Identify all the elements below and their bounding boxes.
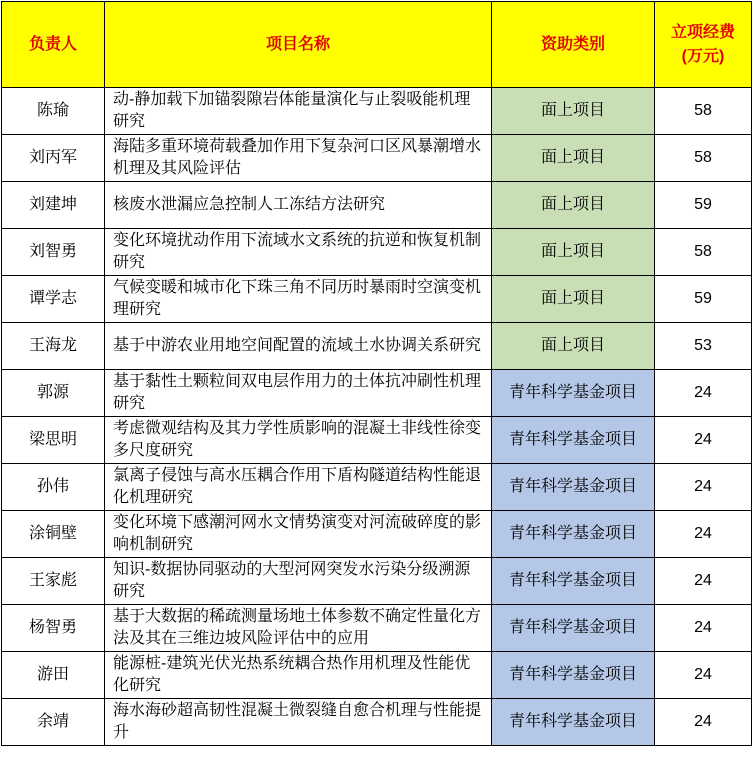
person-name-cell[interactable]: 谭学志 <box>2 276 105 323</box>
person-name-cell[interactable]: 游田 <box>2 652 105 699</box>
header-person: 负责人 <box>2 2 105 88</box>
projects-table <box>1 1 752 746</box>
table-row <box>2 88 752 135</box>
funding-amount-cell[interactable]: 58 <box>655 88 752 135</box>
person-name-cell[interactable]: 刘智勇 <box>2 229 105 276</box>
funding-category-cell[interactable]: 面上项目 <box>492 135 655 182</box>
project-title-cell[interactable]: 核废水泄漏应急控制人工冻结方法研究 <box>105 182 492 229</box>
table-row <box>2 276 752 323</box>
project-title-cell[interactable]: 气候变暖和城市化下珠三角不同历时暴雨时空演变机理研究 <box>105 276 492 323</box>
funding-category-cell[interactable]: 面上项目 <box>492 229 655 276</box>
person-name-cell[interactable]: 刘建坤 <box>2 182 105 229</box>
table-row <box>2 464 752 511</box>
header-funding-line2: (万元) <box>681 47 725 65</box>
funding-category-cell[interactable]: 青年科学基金项目 <box>492 652 655 699</box>
table-row <box>2 135 752 182</box>
person-name-cell[interactable]: 王海龙 <box>2 323 105 370</box>
table-row <box>2 323 752 370</box>
table-row <box>2 558 752 605</box>
table-row <box>2 652 752 699</box>
funding-category-cell[interactable]: 青年科学基金项目 <box>492 417 655 464</box>
project-title-cell[interactable]: 基于大数据的稀疏测量场地土体参数不确定性量化方法及其在三维边坡风险评估中的应用 <box>105 605 492 652</box>
project-title-cell[interactable]: 海水海砂超高韧性混凝土微裂缝自愈合机理与性能提升 <box>105 699 492 746</box>
funding-category-cell[interactable]: 青年科学基金项目 <box>492 558 655 605</box>
funding-amount-cell[interactable]: 53 <box>655 323 752 370</box>
funding-amount-cell[interactable]: 58 <box>655 135 752 182</box>
funding-category-cell[interactable]: 青年科学基金项目 <box>492 511 655 558</box>
person-name-cell[interactable]: 杨智勇 <box>2 605 105 652</box>
funding-amount-cell[interactable]: 59 <box>655 276 752 323</box>
project-title-cell[interactable]: 考虑微观结构及其力学性质影响的混凝土非线性徐变多尺度研究 <box>105 417 492 464</box>
table-row <box>2 605 752 652</box>
funding-category-cell[interactable]: 面上项目 <box>492 323 655 370</box>
funding-category-cell[interactable]: 青年科学基金项目 <box>492 464 655 511</box>
table-row <box>2 229 752 276</box>
table-row <box>2 182 752 229</box>
header-row <box>2 2 752 88</box>
funding-amount-cell[interactable]: 24 <box>655 417 752 464</box>
person-name-cell[interactable]: 王家彪 <box>2 558 105 605</box>
project-title-cell[interactable]: 变化环境下感潮河网水文情势演变对河流破碎度的影响机制研究 <box>105 511 492 558</box>
funding-category-cell[interactable]: 面上项目 <box>492 276 655 323</box>
funding-amount-cell[interactable]: 24 <box>655 511 752 558</box>
table-row <box>2 511 752 558</box>
project-title-cell[interactable]: 基于中游农业用地空间配置的流域土水协调关系研究 <box>105 323 492 370</box>
funding-amount-cell[interactable]: 58 <box>655 229 752 276</box>
funding-category-cell[interactable]: 面上项目 <box>492 182 655 229</box>
project-title-cell[interactable]: 动-静加载下加锚裂隙岩体能量演化与止裂吸能机理研究 <box>105 88 492 135</box>
project-title-cell[interactable]: 氯离子侵蚀与高水压耦合作用下盾构隧道结构性能退化机理研究 <box>105 464 492 511</box>
person-name-cell[interactable]: 涂铜壁 <box>2 511 105 558</box>
funding-category-cell[interactable]: 青年科学基金项目 <box>492 605 655 652</box>
person-name-cell[interactable]: 刘丙军 <box>2 135 105 182</box>
person-name-cell[interactable]: 陈瑜 <box>2 88 105 135</box>
project-title-cell[interactable]: 变化环境扰动作用下流域水文系统的抗逆和恢复机制研究 <box>105 229 492 276</box>
person-name-cell[interactable]: 梁思明 <box>2 417 105 464</box>
table-row <box>2 699 752 746</box>
person-name-cell[interactable]: 孙伟 <box>2 464 105 511</box>
person-name-cell[interactable]: 余靖 <box>2 699 105 746</box>
funding-category-cell[interactable]: 青年科学基金项目 <box>492 370 655 417</box>
header-category: 资助类别 <box>492 2 655 88</box>
project-title-cell[interactable]: 知识-数据协同驱动的大型河网突发水污染分级溯源研究 <box>105 558 492 605</box>
project-title-cell[interactable]: 海陆多重环境荷载叠加作用下复杂河口区风暴潮增水机理及其风险评估 <box>105 135 492 182</box>
funding-amount-cell[interactable]: 24 <box>655 558 752 605</box>
funding-amount-cell[interactable]: 24 <box>655 464 752 511</box>
header-funding <box>655 2 752 88</box>
funding-amount-cell[interactable]: 59 <box>655 182 752 229</box>
funding-category-cell[interactable]: 青年科学基金项目 <box>492 699 655 746</box>
funding-amount-cell[interactable]: 24 <box>655 652 752 699</box>
funding-amount-cell[interactable]: 24 <box>655 370 752 417</box>
project-title-cell[interactable]: 能源桩-建筑光伏光热系统耦合热作用机理及性能优化研究 <box>105 652 492 699</box>
table-row <box>2 370 752 417</box>
funding-amount-cell[interactable]: 24 <box>655 699 752 746</box>
table-row <box>2 417 752 464</box>
project-title-cell[interactable]: 基于黏性土颗粒间双电层作用力的土体抗冲刷性机理研究 <box>105 370 492 417</box>
funding-category-cell[interactable]: 面上项目 <box>492 88 655 135</box>
funding-amount-cell[interactable]: 24 <box>655 605 752 652</box>
person-name-cell[interactable]: 郭源 <box>2 370 105 417</box>
header-project: 项目名称 <box>105 2 492 88</box>
header-funding-line1: 立项经费 <box>670 23 735 41</box>
